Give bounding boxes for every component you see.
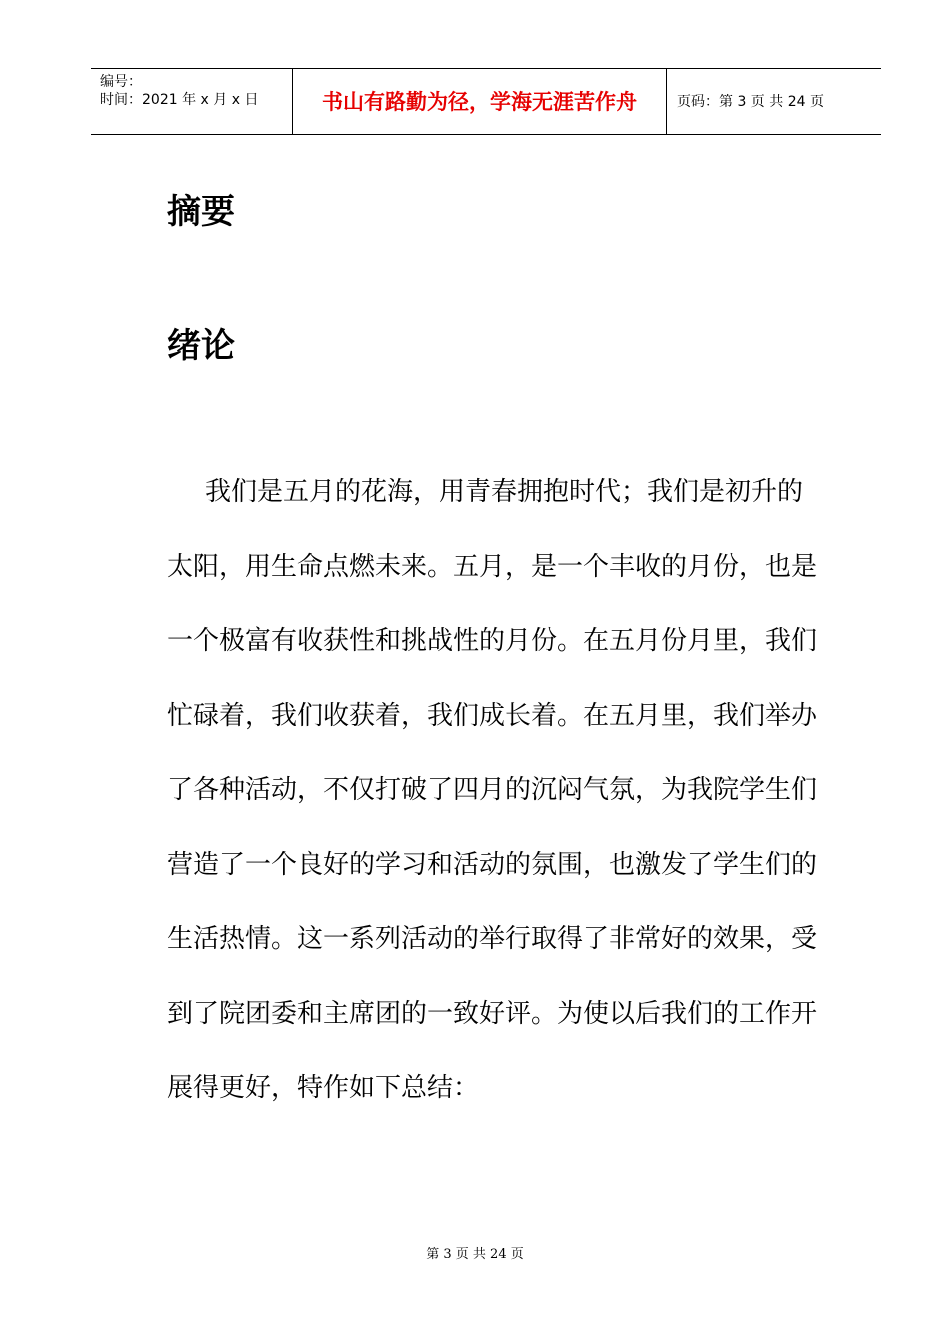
paragraph-line: 一个极富有收获性和挑战性的月份。在五月份月里，我们 [167, 626, 818, 656]
paragraph-line: 营造了一个良好的学习和活动的氛围，也激发了学生们的 [167, 849, 818, 880]
document-header [91, 68, 881, 135]
header-meta-cell [91, 69, 293, 134]
heading-introduction: 绪论 [167, 326, 235, 366]
paragraph-line: 了各种活动，不仅打破了四月的沉闷气氛，为我院学生们 [167, 775, 818, 805]
paragraph-line: 忙碌着，我们收获着，我们成长着。在五月里，我们举办 [167, 700, 818, 731]
page-footer: 第 3 页 共 24 页 [426, 1247, 524, 1262]
header-motto: 书山有路勤为径，学海无涯苦作舟 [322, 90, 637, 114]
paragraph-line: 到了院团委和主席团的一致好评。为使以后我们的工作开 [167, 998, 818, 1029]
paragraph-line: 我们是五月的花海，用青春拥抱时代；我们是初升的 [205, 477, 804, 507]
paragraph-line: 生活热情。这一系列活动的举行取得了非常好的效果，受 [167, 924, 818, 954]
body-paragraph [167, 455, 818, 1126]
paragraph-line: 展得更好，特作如下总结： [167, 1073, 480, 1103]
header-motto-cell [293, 69, 667, 134]
header-page-cell [667, 69, 881, 134]
paragraph-line: 太阳，用生命点燃未来。五月，是一个丰收的月份，也是 [167, 551, 818, 582]
header-page-info: 页码：第 3 页 共 24 页 [677, 94, 824, 110]
heading-abstract: 摘要 [167, 192, 235, 232]
time-label: 时间：2021 年 x 月 x 日 [100, 92, 259, 108]
serial-number-label: 编号： [100, 74, 142, 90]
